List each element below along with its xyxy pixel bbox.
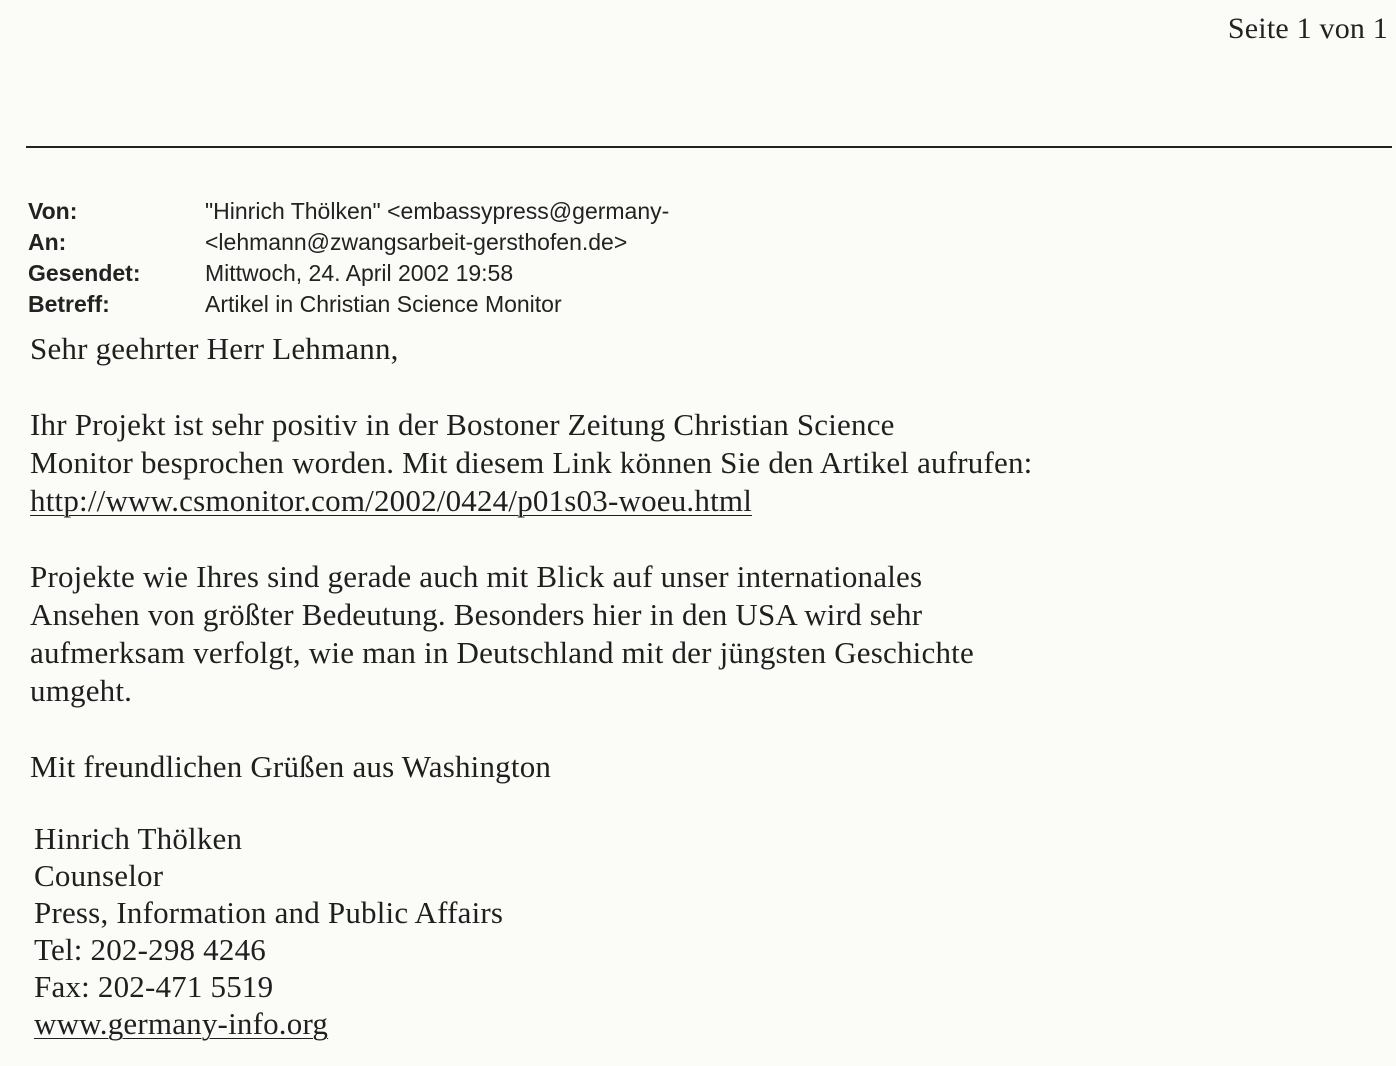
paragraph-2-line-3: aufmerksam verfolgt, wie man in Deutschland mit der jüngsten Geschichte: [30, 635, 974, 670]
email-body: [30, 330, 1370, 786]
header-subject-label: Betreff:: [28, 291, 110, 317]
signature-fax: Fax: 202-471 5519: [34, 969, 274, 1004]
header-to-value: <lehmann@zwangsarbeit-gersthofen.de>: [205, 229, 628, 255]
signature-name: Hinrich Thölken: [34, 821, 243, 856]
paragraph-2-line-2: Ansehen von größter Bedeutung. Besonders hier in den USA wird sehr: [30, 597, 923, 632]
header-from-label: Von:: [28, 198, 78, 224]
header-to-label: An:: [28, 229, 67, 255]
signature-department: Press, Information and Public Affairs: [34, 895, 504, 930]
page-number: Seite 1 von 1: [1227, 12, 1388, 45]
paragraph-1-line-2: Monitor besprochen worden. Mit diesem Link können Sie den Artikel aufrufen:: [30, 445, 1033, 480]
signature-title: Counselor: [34, 858, 164, 893]
article-link[interactable]: http://www.csmonitor.com/2002/0424/p01s03-woeu.html: [30, 483, 753, 518]
header-sent: [28, 258, 669, 289]
closing: Mit freundlichen Grüßen aus Washington: [30, 749, 552, 784]
header-to: [28, 227, 669, 258]
paragraph-2-line-4: umgeht.: [30, 673, 133, 708]
header-subject: [28, 289, 669, 320]
paragraph-1-line-1: Ihr Projekt ist sehr positiv in der Bostoner Zeitung Christian Science: [30, 407, 895, 442]
header-sent-label: Gesendet:: [28, 260, 141, 286]
header-divider: [26, 146, 1392, 148]
signature-tel: Tel: 202-298 4246: [34, 932, 266, 967]
salutation: Sehr geehrter Herr Lehmann,: [30, 331, 399, 366]
signature-block: [34, 820, 503, 1042]
signature-website-link[interactable]: www.germany-info.org: [34, 1006, 329, 1041]
paragraph-2-line-1: Projekte wie Ihres sind gerade auch mit Blick auf unser internationales: [30, 559, 923, 594]
email-headers: [28, 196, 669, 320]
header-sent-value: Mittwoch, 24. April 2002 19:58: [205, 260, 514, 286]
header-subject-value: Artikel in Christian Science Monitor: [205, 291, 562, 317]
header-from: [28, 196, 669, 227]
header-from-value: "Hinrich Thölken" <embassypress@germany-: [205, 198, 670, 224]
